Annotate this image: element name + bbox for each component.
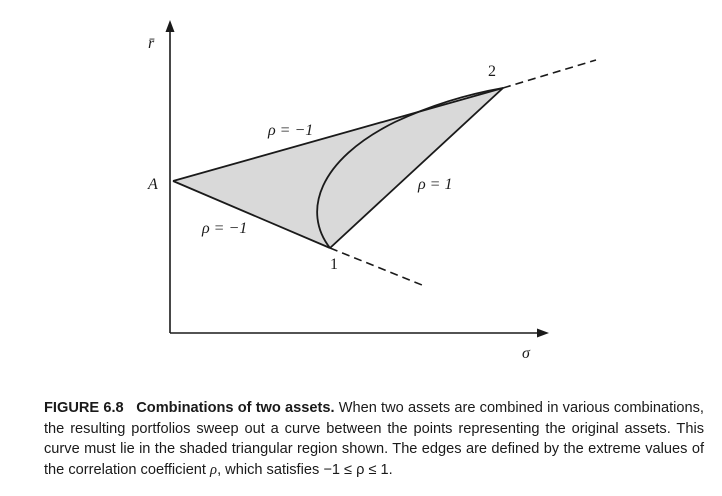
edge-12-rho-label: ρ = 1 xyxy=(418,176,453,193)
dashed-extension-2 xyxy=(503,60,596,88)
point-1-label: 1 xyxy=(330,256,338,273)
caption-body: When two assets are combined in various combinations, the resulting portfolios sweep out a curve between the points representing the original assets. This curve must lie in the shaded triangular region shown. The edges are defined by the extreme values of the correlation coefficient xyxy=(44,400,704,478)
point-a-label: A xyxy=(148,176,158,193)
x-axis-arrow-icon xyxy=(537,329,549,338)
figure-title: Combinations of two assets. xyxy=(136,400,335,416)
caption-middle: , which satisfies xyxy=(217,461,320,478)
edge-a1-rho-label: ρ = −1 xyxy=(202,220,248,237)
y-axis-label: r̄ xyxy=(148,35,155,52)
y-axis-arrow-icon xyxy=(166,20,175,32)
edge-a2-rho-label: ρ = −1 xyxy=(268,122,314,139)
figure-number: FIGURE 6.8 xyxy=(44,400,124,416)
dashed-extension-1 xyxy=(330,248,422,285)
figure-caption xyxy=(44,398,704,480)
point-2-label: 2 xyxy=(488,63,496,80)
inequality: −1 ≤ ρ ≤ 1. xyxy=(323,461,393,478)
rho-symbol: ρ xyxy=(210,461,218,478)
x-axis-label: σ xyxy=(522,345,530,362)
